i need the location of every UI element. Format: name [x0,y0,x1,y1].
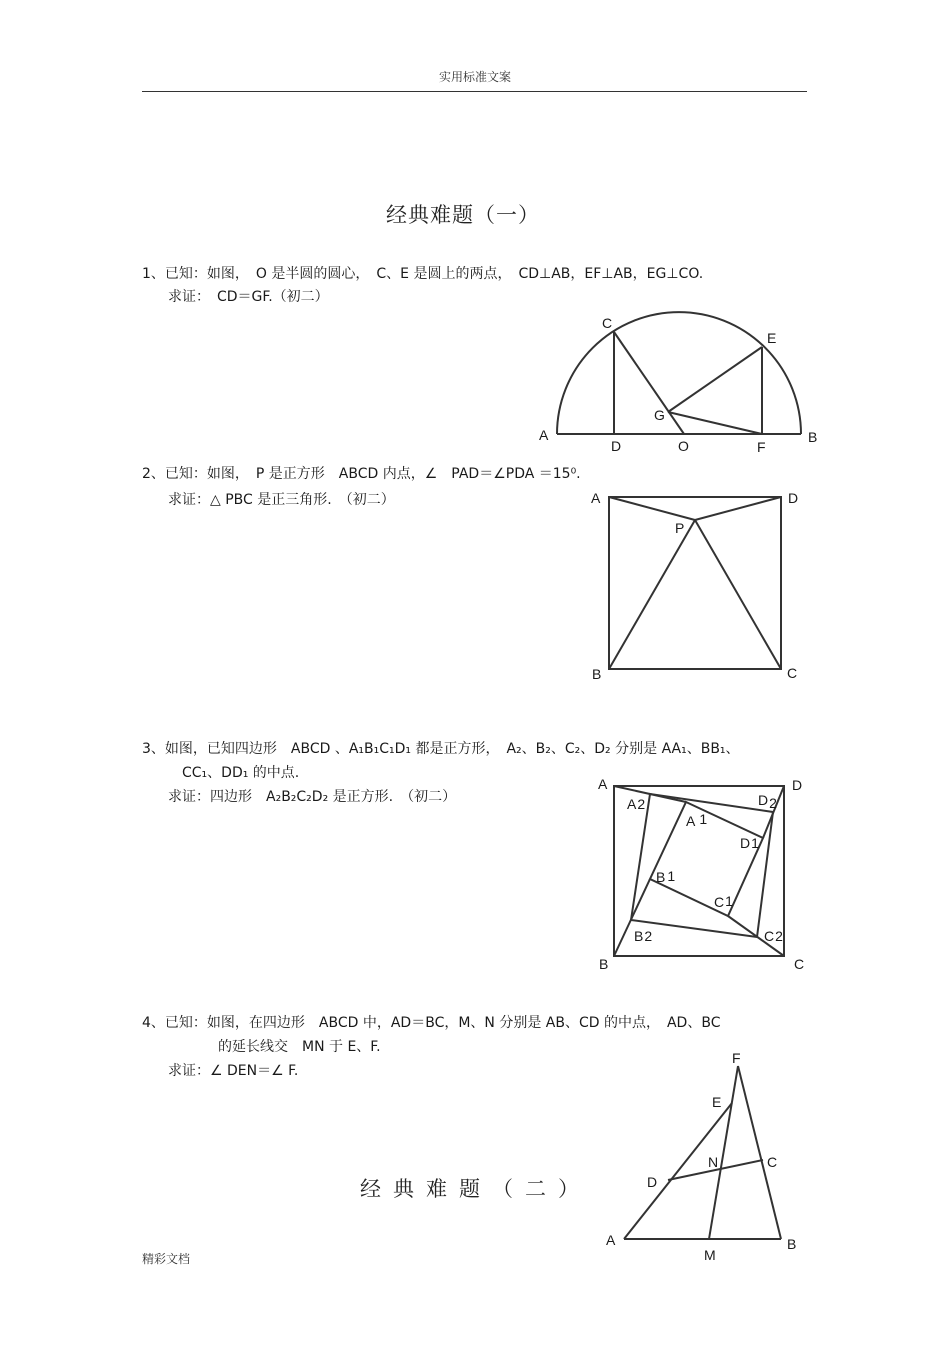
label-b: B [592,666,602,682]
page-header: 实用标准文案 [438,70,511,84]
label-a1: A 1 [686,811,708,829]
figure-2-square [591,490,798,682]
label-b2: B2 [634,928,653,944]
label-a2: A2 [627,796,646,812]
problem-1-goal: 求证： CD＝GF.（初二） [168,289,329,305]
label-c: C [602,315,613,331]
square-abcd [609,497,781,669]
label-d2: D2 [758,792,777,811]
figure-1-semicircle [539,312,817,455]
problem-4-statement: 4、已知：如图，在四边形 ABCD 中，AD＝BC，M、N 分别是 AB、CD 的中点， AD、BC [142,1015,721,1031]
label-c: C [787,665,798,681]
label-n: N [708,1154,719,1170]
problem-2-statement: 2、已知：如图， P 是正方形 ABCD 内点，∠ PAD＝∠PDA ＝15⁰. [142,466,581,482]
problem-2-goal: 求证：△ PBC 是正三角形. （初二） [168,492,395,508]
label-o: O [678,438,689,454]
problem-3-goal: 求证：四边形 A₂B₂C₂D₂ 是正方形. （初二） [168,789,457,805]
label-c1: C1 [714,893,733,910]
label-d: D [792,777,803,793]
label-b: B [808,429,818,445]
label-c2: C2 [764,928,783,944]
segment-eg [668,347,762,412]
section-title-1: 经典难题（一） [386,203,540,227]
segment-ap [609,497,695,520]
segment-dp [695,497,781,520]
problem-3-statement: 3、如图，已知四边形 ABCD 、A₁B₁C₁D₁ 都是正方形， A₂、B₂、C₂、D₂ 分别是 AA₁、BB₁、 [142,741,740,757]
label-e: E [767,330,777,346]
label-p: P [675,520,685,536]
section-title-2: 经典难题（二） [360,1177,591,1201]
label-d: D [647,1174,658,1190]
problem-1-statement: 1、已知：如图， O 是半圆的圆心， C、E 是圆上的两点， CD⊥AB，EF⊥AB，EG⊥CO. [142,266,704,282]
label-d1: D1 [740,835,759,851]
label-g: G [654,407,665,423]
label-b: B [787,1236,797,1252]
label-b: B [599,956,609,972]
figure-4-quadrilateral [606,1050,796,1263]
label-f: F [757,439,766,455]
problem-3-statement-cont: CC₁、DD₁ 的中点. [182,765,300,781]
problem-4-statement-cont: 的延长线交 MN 于 E、F. [218,1039,381,1055]
label-m: M [704,1247,716,1263]
segment-pc [695,520,781,669]
label-e: E [712,1094,722,1110]
segment-bf [738,1066,781,1239]
label-c: C [767,1154,778,1170]
segment-ae [624,1103,732,1239]
segment-pb [609,520,695,669]
segment-bb1 [614,879,653,956]
semicircle-arc [557,312,801,434]
figure-3-nested-squares [598,776,804,972]
label-a: A [591,490,601,506]
label-d: D [788,490,799,506]
label-a: A [606,1232,616,1248]
segment-co [614,332,684,434]
page-footer: 精彩文档 [142,1252,191,1266]
label-d: D [611,438,622,454]
label-b1: B 1 [656,868,676,885]
label-c: C [794,956,805,972]
segment-mf [709,1066,738,1239]
label-a: A [539,427,549,443]
problem-4-goal: 求证：∠ DEN＝∠ F. [168,1063,299,1079]
label-a: A [598,776,608,792]
label-f: F [732,1050,741,1066]
